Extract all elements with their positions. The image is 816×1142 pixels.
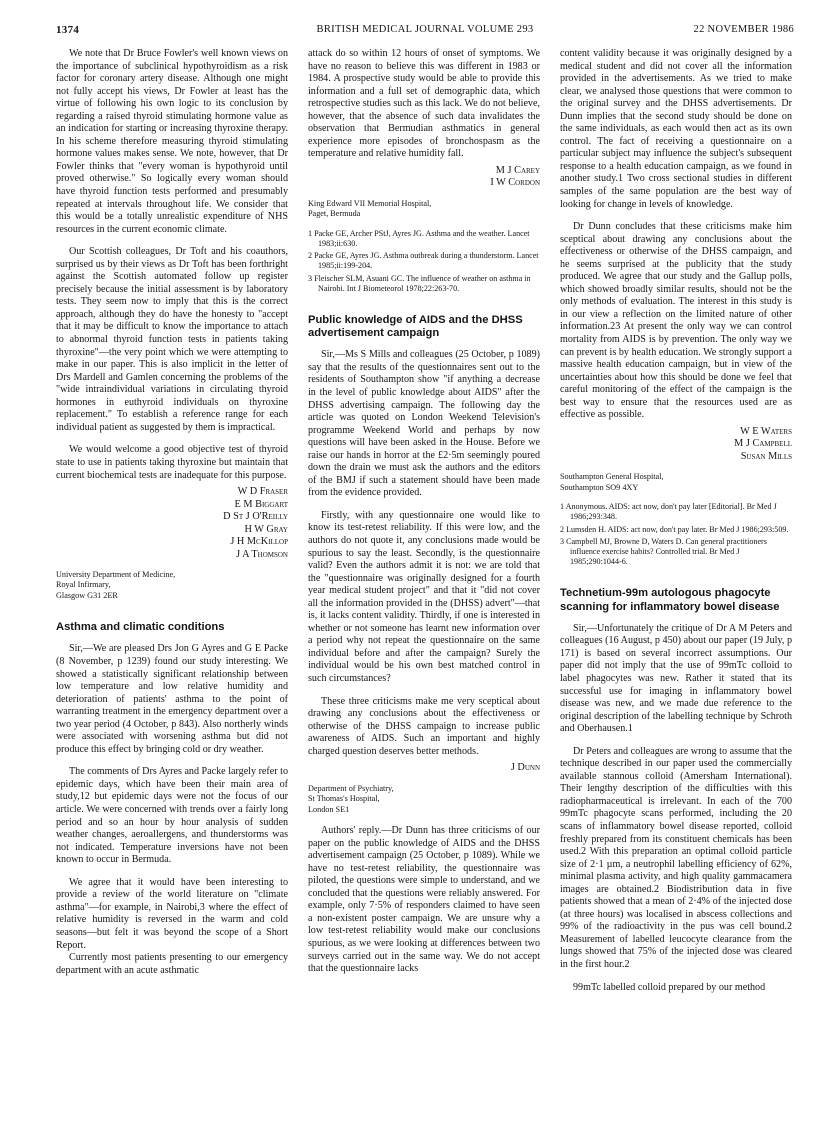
- affiliation-line: Southampton General Hospital,: [560, 472, 664, 482]
- affiliation: [560, 472, 792, 493]
- affiliation-line: University Department of Medicine,: [56, 570, 176, 580]
- paragraph: We would welcome a good objective test of thyroid state to use in patients taking thyroxine but maintain that current biochemical tests are inadequate for this purpose.: [56, 444, 288, 481]
- paragraph: The comments of Drs Ayres and Packe largely refer to epidemic days, which have been their main area of study,12 but epidemic days were not the focus of our article. We were concerned with trends over a fairly long period and so an hour by hour analysis of sudden weather changes, aeroallergens, and thunderstorms was not indicated. Temperature inversions have not been known to occur in Bermuda.: [56, 766, 288, 866]
- reference: 2 Lumsden H. AIDS: act now, don't pay later. Br Med J 1986;293:509.: [560, 524, 789, 534]
- affiliation: [308, 199, 540, 220]
- journal-title: BRITISH MEDICAL JOURNAL VOLUME 293: [316, 24, 534, 35]
- paragraph: We agree that it would have been interesting to provide a review of the world literature on "climate asthma"—for example, in Nairobi,3 where the effect of relative humidity is reversed in the warm and cold seasons—but felt it was beyond the scope of a Short Report.: [56, 876, 288, 951]
- paragraph: content validity because it was originally designed by a medical student and did not cover all the information provided in the advertisements. As we tried to make clear, we analysed those questions that were common to the original survey and the DHSS advertisements. Dr Dunn implies that the second study should be done on the same individuals, as each would then act as its own control. The fact of receiving a questionnaire on a particular subject may influence the subject's subsequent response to a health education campaign, as we found in another study.1 Two cross sectional studies in different samples of the same population are the best way of looking for change in levels of knowledge.: [560, 48, 792, 210]
- affiliation-line: King Edward VII Memorial Hospital,: [308, 198, 432, 208]
- author: Susan Mills: [740, 450, 792, 462]
- paragraph: These three criticisms make me very sceptical about drawing any conclusions about the effectiveness or otherwise of the DHSS campaign to increase public awareness of AIDS. Such an important and highly charged question deserves better methods.: [308, 695, 540, 757]
- affiliation-line: Royal Infirmary,: [56, 580, 111, 590]
- signatories: [560, 426, 792, 464]
- author: I W Cordon: [490, 177, 540, 189]
- signatories: [308, 762, 540, 775]
- author: H W Gray: [244, 523, 288, 535]
- paragraph: Authors' reply.—Dr Dunn has three criticisms of our paper on the public knowledge of AIDS and the DHSS advertisement campaign (25 October, p 1089). While we have no test-retest reliability, the questionnaire was piloted, the questions were simple to understand, and we concluded that the questions were reliably answered. For example, only 7·5% of responders claimed to have seen a non-existent poster campaign. We are unsure why a low test-retest reliability would make our conclusions spurious, as we were looking at differences between two surveys carried out in the same way. We do not accept that the questionnaire lacks: [308, 825, 540, 975]
- reference: 1 Packe GE, Archer PStJ, Ayres JG. Asthma and the weather. Lancet 1983;ii:630.: [308, 228, 530, 248]
- paragraph: Our Scottish colleagues, Dr Toft and his coauthors, surprised us by their views as Dr Toft has been forthright against the Scottish automated follow up register precisely because the initial assessment is by laboratory tests. They seem now to imply that this is the correct approach, although they do have the honesty to "accept that it may be difficult to know the importance to attach to abnormal thyroid function tests in patients taking thyroxine"—the very point which we were attempting to make in our paper. This is also implicit in the letter of Drs Mardell and Gamlen concerning the problems of the "wide intraindividual variations in circulating thyroid hormones in euthyroid individuals on thyroxine replacement." To establish a reference range for each individual patient as suggested by them is impractical.: [56, 246, 288, 433]
- author: D St J O'Reilly: [223, 511, 288, 523]
- affiliation: [56, 570, 288, 601]
- paragraph: Firstly, with any questionnaire one would like to know its test-retest reliability. If this were low, and the authors do not quote it, any conclusions made would be spurious to say the least. Secondly, is the questionnaire valid? Even the authors admit it is not: we are told that the "questionnaire was originally designed for a fourth year medical student project" and that it "did not cover all the information provided in the (DHSS) advert"—that is, it lacks content validity. Thirdly, if one is interested in whether or not someone has learnt new information over a period why not repeat the questionnaire on the same individual before and after the campaign? Surely the individual would be his own best matched control in such circumstances?: [308, 509, 540, 685]
- column-3: [560, 48, 792, 994]
- reference: 3 Campbell MJ, Browne D, Waters D. Can general practitioners influence exercise habits? Controlled trial. Br Med J 1985;290:1044-6.: [560, 536, 767, 567]
- author: W E Waters: [740, 425, 792, 437]
- affiliation-line: Glasgow G31 2ER: [56, 590, 118, 600]
- paragraph: We note that Dr Bruce Fowler's well known views on the importance of subclinical hypothyroidism as a risk factor for coronary artery disease. Although one might not fully accept his views, Dr Fowler at least has the virtue of following his own logic to its conclusion by regarding a raised thyroid stimulating hormone value as an indication for starting or increasing thyroxine therapy. In his scheme therefore measuring thyroid stimulating hormone values makes sense. We note, however, that Dr Fowler thinks that "every woman is hypothyroid until proved otherwise." So logically every woman should have thyroid function tests performed and presumably repeated at intervals throughout life. We consider that this would be a totally unrealistic expenditure of NHS resources in the current economic climate.: [56, 48, 288, 235]
- affiliation-line: Southampton SO9 4XY: [560, 482, 639, 492]
- author: W D Fraser: [237, 486, 288, 498]
- author: E M Biggart: [234, 498, 288, 510]
- reference-list: [308, 229, 540, 294]
- issue-date: 22 NOVEMBER 1986: [693, 24, 794, 35]
- signatories: [308, 165, 540, 190]
- reference: 1 Anonymous. AIDS: act now, don't pay later [Editorial]. Br Med J 1986;293:348.: [560, 502, 777, 522]
- paragraph: Sir,—Unfortunately the critique of Dr A M Peters and colleagues (16 August, p 450) about our paper (19 July, p 171) is based on several incorrect assumptions. Our paper did not imply that the use of 99mTc colloid to label phagocytes was new. Rather it stated that its successful use for imaging in inflammatory bowel disease was new, and we made due reference to the original description of the labelling technique by Schroth and Oberhausen.1: [560, 622, 792, 735]
- running-header: [56, 24, 794, 42]
- paragraph: Sir,—We are pleased Drs Jon G Ayres and G E Packe (8 November, p 1239) found our study interesting. We showed a statistically significant relationship between low temperature and low relative humidity and deterioration of patients' asthma to the point of warranting treatment in the emergency department over a two year period (4 October, p 843). Also northerly winds were associated with worsening asthma but did not produce this effect by bringing cold or dry weather.: [56, 643, 288, 755]
- reference: 3 Fleischer SLM, Asuani GC. The influence of weather on asthma in Nairobi. Int J Biometeorol 1978;22:263-70.: [308, 273, 531, 293]
- author: J Dunn: [510, 762, 540, 774]
- paragraph: Sir,—Ms S Mills and colleagues (25 October, p 1089) say that the results of the questionnaires sent out to the residents of Southampton show "if anything a decrease in the level of public knowledge about AIDS" after the DHSS advertising campaign. The following day the article was quoted on London Weekend Television's programme Weekend World and perhaps by now questions will have been asked in the House. Before we raise our hands in horror at the £2·5m seemingly poured down the drain we must ask the authors and the editors of the BMJ if such a statement should have been made from the evidence provided.: [308, 349, 540, 499]
- section-heading: Asthma and climatic conditions: [56, 621, 225, 634]
- paragraph: 99mTc labelled colloid prepared by our method: [573, 981, 766, 993]
- affiliation: [308, 784, 540, 815]
- affiliation-line: St Thomas's Hospital,: [308, 794, 380, 804]
- column-2: [308, 48, 540, 976]
- section-heading: Public knowledge of AIDS and the DHSS advertisement campaign: [308, 313, 523, 340]
- page-number: 1374: [56, 24, 80, 36]
- paragraph: Dr Peters and colleagues are wrong to assume that the technique described in our paper used the commercially available stannous colloid (Amersham International). Their lengthy description of the difficulties with this radiopharmaceutical is irrelevant. In each of the 700 99mTc phagocyte scans performed, including the 20 scans of inflammatory bowel disease reported, colloid freshly prepared from its constituent chemicals has been used.2 With this preparation an optimal colloid particle size of 2·1 µm, a neutrophil labelling efficiency of 62%, minimal plasma activity, and high quality gammacamera images are obtained.2 Biodistribution data in five patients showed that a mean of 2·4% of the injected dose (at three hours) was localised in abscess collections and 99% of the radioactivity in the pus was cell bound.2 Measurement of labelled leucocyte clearance from the lungs showed that 75% of the injected dose was cleared in the first hour.2: [560, 745, 792, 971]
- section-heading: Technetium-99m autologous phagocyte scanning for inflammatory bowel disease: [560, 587, 780, 613]
- paragraph: Currently most patients presenting to our emergency department with an acute asthmatic: [56, 952, 288, 976]
- affiliation-line: London SE1: [308, 804, 350, 814]
- affiliation-line: Department of Psychiatry,: [308, 783, 394, 793]
- signatories: [56, 486, 288, 561]
- paragraph: attack do so within 12 hours of onset of symptoms. We have no reason to believe this was different in 1983 or 1984. A prospective study would be able to provide this information and a full set of demographic data, which retrospective studies such as this lack. We do not believe, however, that the absence of such data invalidates the observation that Bermudian asthmatics in general experience more episodes of bronchospasm as the temperature and relative humidity fall.: [308, 48, 540, 160]
- reference: 2 Packe GE, Ayres JG. Asthma outbreak during a thunderstorm. Lancet 1985;ii:199-204.: [308, 251, 539, 271]
- reference-list: [560, 502, 792, 567]
- paragraph: Dr Dunn concludes that these criticisms make him sceptical about drawing any conclusions about the effectiveness or otherwise of the DHSS campaign, and he seems surprised at the publicity that the study produced. We agree that our study and the Gallup polls, which showed broadly similar results, should not be the only methods of evaluation. The interest in this study is in our view a reflection on the limited nature of other information.23 At present the only way we can control mortality from AIDS is by prevention. The only way we can prevent is by health education. We strongly support a massive health education campaign, but in view of the uncertainties about how this should be done we feel that careful monitoring of the effect of the campaign is the best way to ensure that the resources used are as effective as possible.: [560, 221, 792, 421]
- author: J A Thomson: [236, 548, 288, 560]
- affiliation-line: Paget, Bermuda: [308, 209, 361, 219]
- author: J H McKillop: [230, 536, 288, 548]
- column-1: [56, 48, 288, 977]
- author: M J Carey: [495, 164, 540, 176]
- author: M J Campbell: [734, 438, 792, 450]
